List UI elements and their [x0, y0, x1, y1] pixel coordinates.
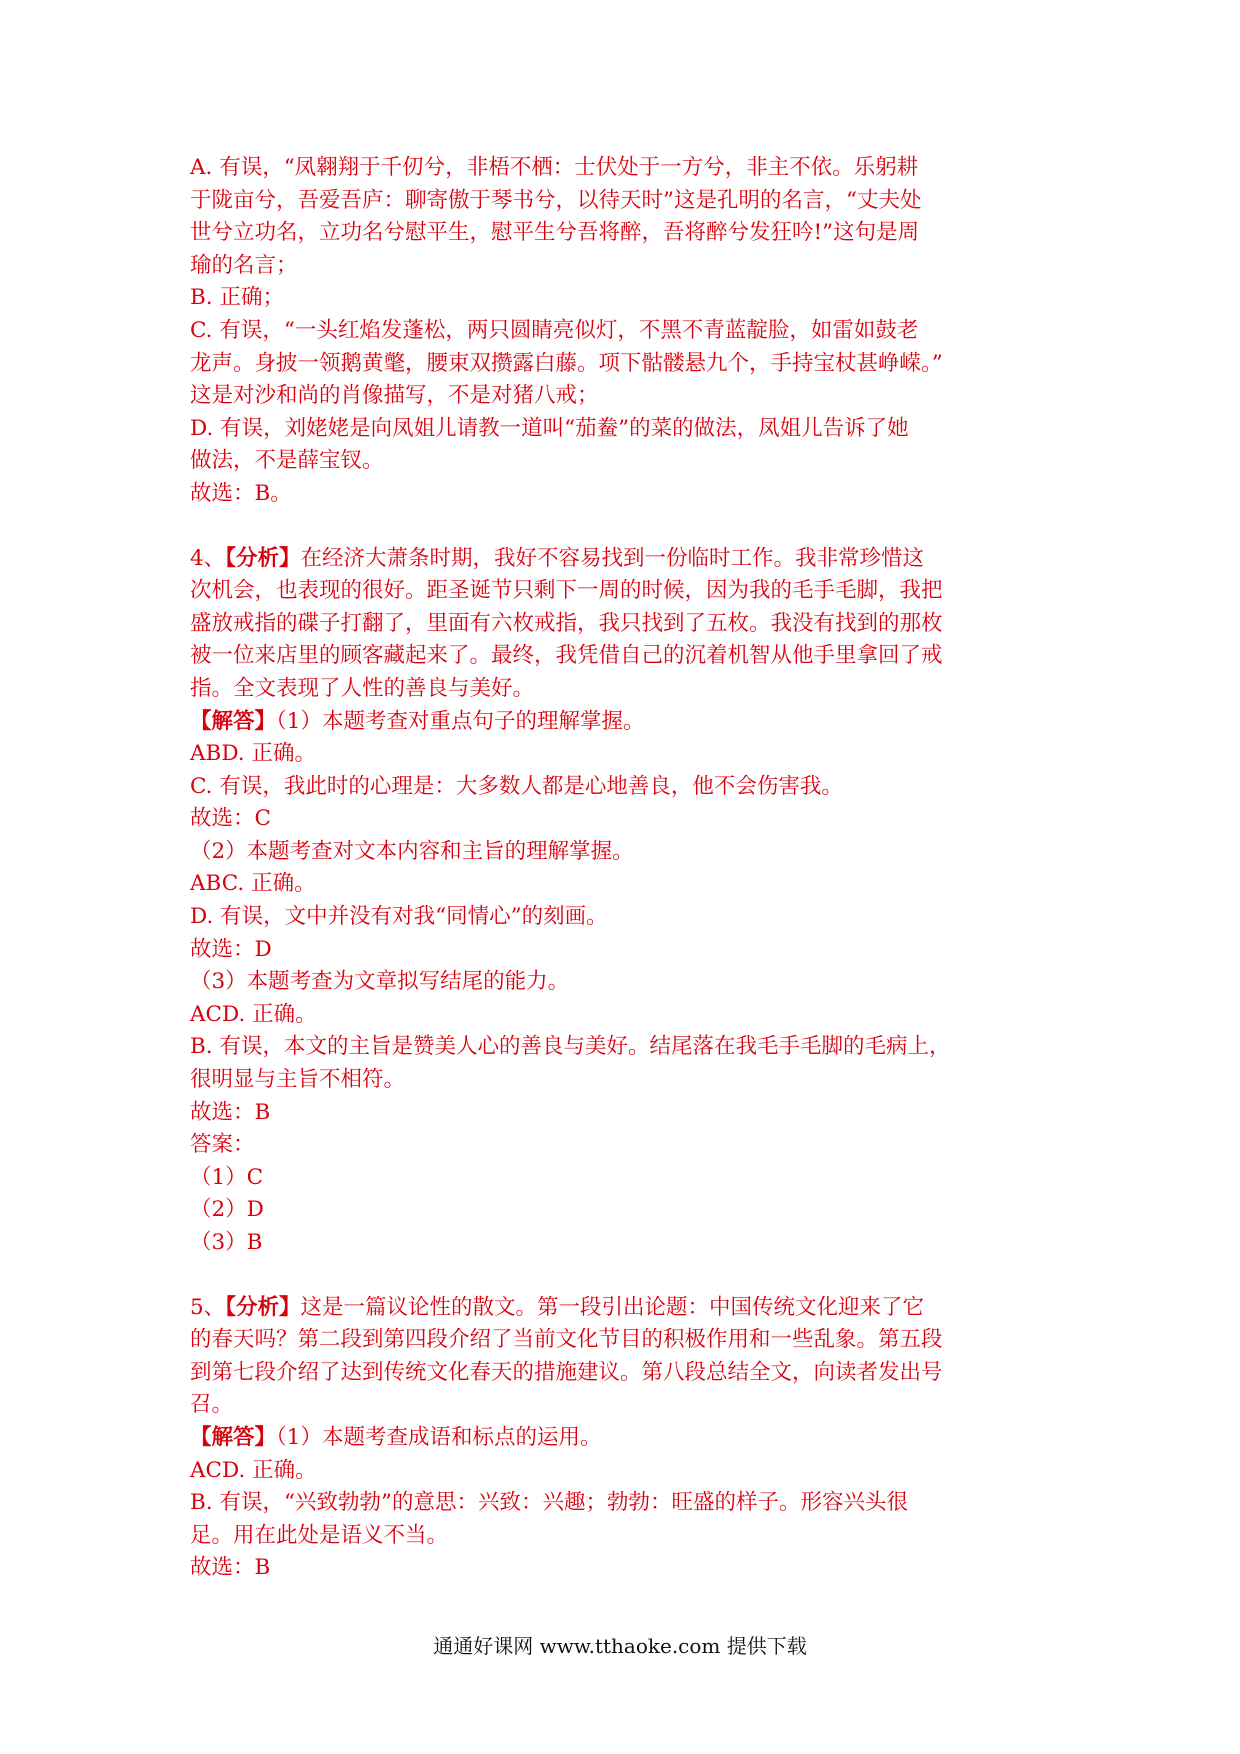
q5-answer-first-line: [190, 1422, 1060, 1455]
text-line: 被一位来店里的顾客藏起来了。最终，我凭借自己的沉着机智从他手里拿回了戒: [190, 643, 943, 669]
text-line: 于陇亩兮，吾爱吾庐：聊寄傲于琴书兮，以待天时”这是孔明的名言，“丈夫处: [190, 187, 922, 213]
text-line: （2）本题考查对文本内容和主旨的理解掌握。: [190, 838, 634, 864]
paragraph-gap: [190, 1260, 1060, 1292]
answer-tag: 【解答】: [190, 1424, 277, 1450]
text-line: （3）B: [190, 1230, 263, 1255]
analysis-text: 在经济大萧条时期，我好不容易找到一份临时工作。我非常珍惜这: [300, 545, 924, 571]
text-line: C. 有误，我此时的心理是：大多数人都是心地善良，他不会伤害我。: [190, 773, 843, 799]
question-4-block: [190, 543, 1060, 1260]
text-line: 故选：B。: [190, 480, 292, 506]
text-line: 答案：: [190, 1132, 255, 1158]
q4-answer-first-line: [190, 706, 1060, 739]
question-5-block: [190, 1292, 1060, 1585]
text-line: ABC. 正确。: [190, 871, 316, 897]
text-line: 做法，不是薛宝钗。: [190, 448, 384, 474]
text-line: 这是对沙和尚的肖像描写，不是对猪八戒；: [190, 383, 599, 409]
answer-text: （1）本题考查成语和标点的运用。: [276, 1424, 602, 1450]
text-line: D. 有误，文中并没有对我“同情心”的刻画。: [190, 904, 608, 930]
text-line: ACD. 正确。: [190, 1457, 317, 1483]
analysis-tag: 【分析】: [225, 545, 301, 571]
analysis-tag: 【分析】: [225, 1294, 301, 1320]
text-line: 足。用在此处是语义不当。: [190, 1522, 449, 1548]
text-line: 指。全文表现了人性的善良与美好。: [190, 675, 535, 701]
answer-text: （1）本题考查对重点句子的理解掌握。: [276, 708, 645, 734]
answer-tag: 【解答】: [190, 708, 277, 734]
text-line: （1）C: [190, 1164, 264, 1190]
text-line: （3）本题考查为文章拟写结尾的能力。: [190, 969, 570, 995]
text-line: C. 有误，“一头红焰发蓬松，两只圆睛亮似灯，不黑不青蓝靛脸，如雷如鼓老: [190, 317, 919, 343]
question-number: 4、: [190, 545, 226, 571]
text-line: （2）D: [190, 1197, 264, 1223]
analysis-text: 这是一篇议论性的散文。第一段引出论题：中国传统文化迎来了它: [300, 1294, 924, 1320]
text-line: ABD. 正确。: [190, 741, 316, 767]
text-line: A. 有误，“凤翱翔于千仞兮，非梧不栖：士伏处于一方兮，非主不依。乐躬耕: [190, 155, 919, 180]
text-line: 故选：B: [190, 1099, 271, 1125]
paragraph-gap: [190, 511, 1060, 543]
text-line: B. 有误，“兴致勃勃”的意思：兴致：兴趣；勃勃：旺盛的样子。形容兴头很: [190, 1490, 908, 1516]
question-number: 5、: [190, 1294, 226, 1320]
text-line: 盛放戒指的碟子打翻了，里面有六枚戒指，我只找到了五枚。我没有找到的那枚: [190, 610, 943, 636]
text-line: 的春天吗？第二段到第四段介绍了当前文化节目的积极作用和一些乱象。第五段: [190, 1327, 943, 1353]
q3-answer-block: [190, 152, 1060, 511]
text-line: 次机会，也表现的很好。距圣诞节只剩下一周的时候，因为我的毛手毛脚，我把: [190, 578, 943, 604]
text-line: 故选：D: [190, 936, 272, 962]
text-line: ACD. 正确。: [190, 1001, 317, 1027]
document-body: [190, 152, 1060, 1585]
text-line: 瑜的名言；: [190, 252, 298, 278]
q4-analysis-first-line: [190, 543, 1060, 576]
text-line: D. 有误，刘姥姥是向凤姐儿请教一道叫“茄鲞”的菜的做法，凤姐儿告诉了她: [190, 415, 909, 441]
text-line: 世兮立功名，立功名兮慰平生，慰平生兮吾将醉，吾将醉兮发狂吟!”这句是周: [190, 220, 920, 246]
text-line: 很明显与主旨不相符。: [190, 1067, 406, 1093]
text-line: 故选：C: [190, 806, 271, 832]
text-line: 故选：B: [190, 1555, 271, 1581]
text-line: 龙声。身披一领鹅黄氅，腰束双攒露白藤。项下骷髅悬九个，手持宝杖甚峥嵘。”: [190, 350, 943, 376]
text-line: B. 有误，本文的主旨是赞美人心的善良与美好。结尾落在我毛手毛脚的毛病上，: [190, 1034, 951, 1060]
q5-analysis-first-line: [190, 1292, 1060, 1325]
page-footer: 通通好课网 www.tthaoke.com 提供下载: [433, 1634, 807, 1658]
text-line: B. 正确；: [190, 285, 284, 311]
text-line: 召。: [190, 1392, 234, 1418]
text-line: 到第七段介绍了达到传统文化春天的措施建议。第八段总结全文，向读者发出号: [190, 1359, 943, 1385]
